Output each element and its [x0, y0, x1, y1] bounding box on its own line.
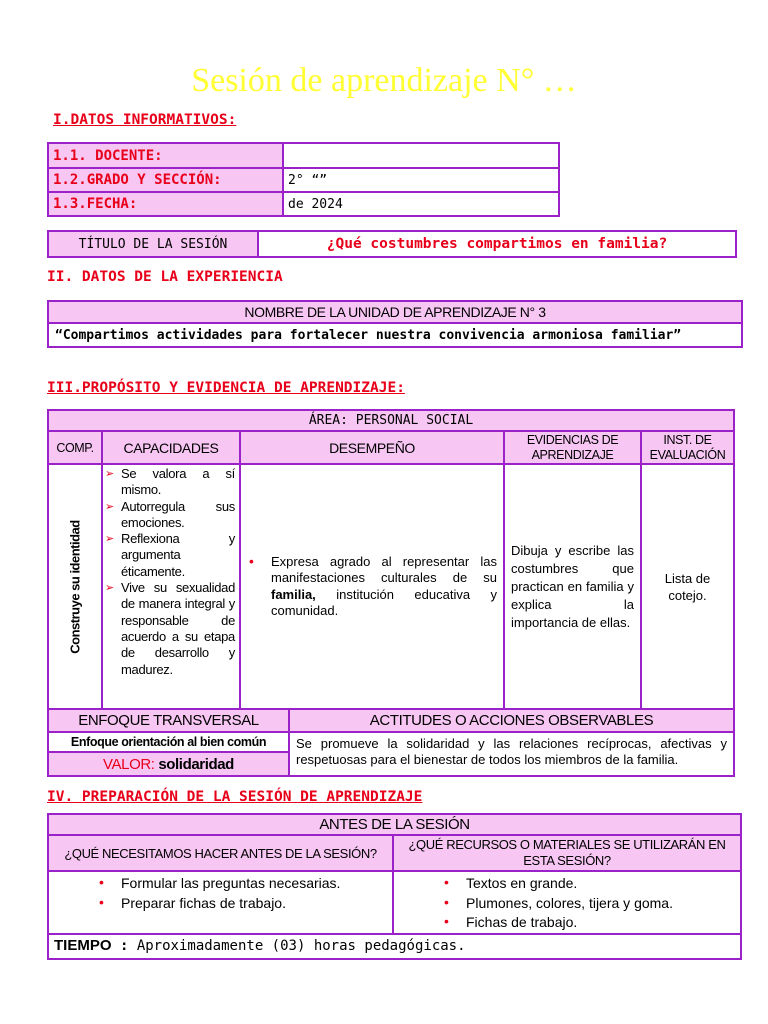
valor-label: VALOR:: [103, 755, 155, 773]
evidencia-cell: Dibuja y escribe las costumbres que practican en familia y explica la importancia de ellas.: [504, 464, 641, 709]
grado-value: 2° “”: [283, 168, 559, 192]
unidad-table: [47, 300, 743, 348]
arrow-bullet-icon: ➢: [105, 582, 114, 595]
recursos-list: [398, 874, 736, 933]
section-4-heading: IV. PREPARACIÓN DE LA SESIÓN DE APRENDIZAJE: [47, 789, 423, 805]
section-3-heading: III.PROPÓSITO Y EVIDENCIA DE APRENDIZAJE:: [47, 380, 405, 396]
arrow-bullet-icon: ➢: [105, 468, 114, 480]
page-title: Sesión de aprendizaje N° …: [191, 62, 577, 99]
bullet-icon: •: [249, 552, 254, 569]
list-item: ➢ Autorregula sus emociones.: [105, 498, 235, 530]
arrow-bullet-icon: ➢: [105, 533, 114, 546]
competencia-text: Construye su identidad: [67, 519, 83, 654]
tiempo-label: TIEMPO: [54, 937, 112, 954]
hacer-cell: [48, 871, 393, 934]
preparacion-table: [47, 813, 742, 960]
enfoque-name: Enfoque orientación al bien común: [48, 732, 289, 752]
list-item: • Textos en grande.: [444, 874, 578, 891]
actitud-text: Se promueve la solidaridad y las relaciones recíprocas, afectivas y respetuosas para el bienestar de todos los miembros de la familia.: [289, 732, 734, 776]
bullet-icon: •: [99, 893, 104, 910]
antes-header: ANTES DE LA SESIÓN: [48, 814, 741, 835]
docente-value: [283, 143, 559, 168]
section-2-heading: II. DATOS DE LA EXPERIENCIA: [47, 269, 283, 285]
instrumento-cell: Lista de cotejo.: [641, 464, 734, 709]
capacidades-cell: [102, 464, 240, 709]
session-title-label: TÍTULO DE LA SESIÓN: [48, 231, 258, 257]
recursos-cell: [393, 871, 741, 934]
area-header: ÁREA: PERSONAL SOCIAL: [48, 410, 734, 431]
list-item: ➢ Se valora a sí mismo.: [105, 466, 235, 498]
session-title-table: [47, 230, 737, 258]
tiempo-cell: [48, 934, 741, 959]
col-hacer: ¿QUÉ NECESITAMOS HACER ANTES DE LA SESIÓN?: [48, 835, 393, 871]
list-item: • Fichas de trabajo.: [444, 913, 578, 930]
fecha-label: 1.3.FECHA:: [48, 192, 283, 216]
col-recursos: ¿QUÉ RECURSOS O MATERIALES SE UTILIZARÁN EN ESTA SESIÓN?: [393, 835, 741, 871]
col-instrumento: INST. DE EVALUACIÓN: [641, 431, 734, 464]
list-item: ➢ Reflexiona y argumenta éticamente.: [105, 531, 235, 579]
bullet-icon: •: [444, 893, 449, 910]
enfoque-header: ENFOQUE TRANSVERSAL: [48, 709, 289, 732]
session-title-value: ¿Qué costumbres compartimos en familia?: [258, 231, 736, 257]
proposito-table: [47, 409, 735, 777]
valor-cell: [48, 752, 289, 776]
list-item: • Plumones, colores, tijera y goma.: [444, 893, 673, 911]
bullet-icon: •: [99, 874, 104, 890]
unidad-name: “Compartimos actividades para fortalecer nuestra convivencia armoniosa familiar”: [48, 323, 742, 347]
hacer-list: [53, 874, 388, 913]
arrow-bullet-icon: ➢: [105, 500, 114, 513]
tiempo-separator: :: [111, 938, 137, 954]
bullet-icon: •: [444, 913, 449, 929]
valor-value: solidaridad: [158, 755, 234, 773]
actitudes-header: ACTITUDES O ACCIONES OBSERVABLES: [289, 709, 734, 732]
datos-informativos-table: [47, 142, 560, 217]
docente-label: 1.1. DOCENTE:: [48, 143, 283, 168]
list-item: • Formular las preguntas necesarias.: [99, 874, 341, 891]
list-item: • Preparar fichas de trabajo.: [99, 893, 286, 911]
col-desempeno: DESEMPEÑO: [240, 431, 504, 464]
list-item: ➢ Vive su sexualidad de manera integral y responsable de acuerdo a su etapa de desarrollo y madurez.: [105, 580, 235, 677]
col-evidencias: EVIDENCIAS DE APRENDIZAJE: [504, 431, 641, 464]
capacidades-list: [105, 466, 235, 678]
tiempo-value: Aproximadamente (03) horas pedagógicas.: [136, 938, 466, 954]
section-1-heading: I.DATOS INFORMATIVOS:: [53, 112, 237, 128]
desempeno-item: • Expresa agrado al representar las manifestaciones culturales de su familia, institución educativa y comunidad.: [249, 552, 497, 618]
desempeno-cell: [240, 464, 504, 709]
col-capacidades: CAPACIDADES: [102, 431, 240, 464]
grado-label: 1.2.GRADO Y SECCIÓN:: [48, 168, 283, 192]
fecha-value: de 2024: [283, 192, 559, 216]
bullet-icon: •: [444, 874, 449, 890]
competencia-cell: [48, 464, 102, 709]
unidad-header: NOMBRE DE LA UNIDAD DE APRENDIZAJE N° 3: [48, 301, 742, 323]
col-comp: COMP.: [48, 431, 102, 464]
